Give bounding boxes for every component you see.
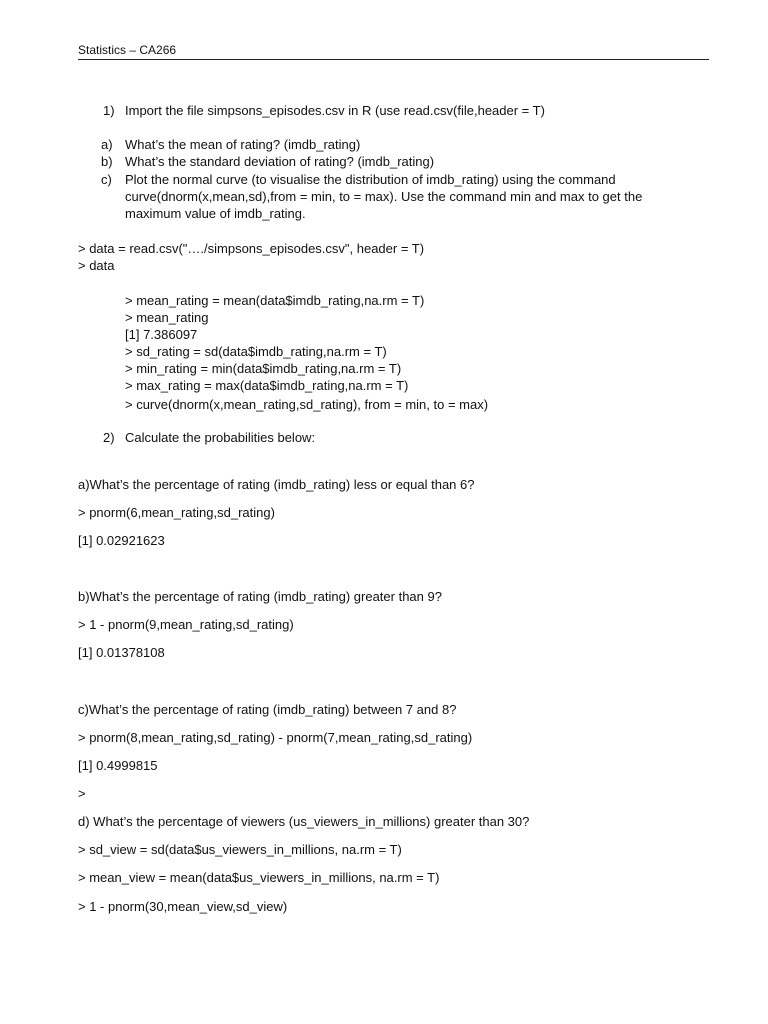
code-line: > mean_rating <box>125 310 209 325</box>
header-rule <box>78 59 709 60</box>
q1c-line2: curve(dnorm(x,mean,sd),from = min, to = max). Use the command min and max to get the <box>125 189 643 204</box>
code-line: > data = read.csv("…./simpsons_episodes.csv", header = T) <box>78 241 425 256</box>
q1c-line1: Plot the normal curve (to visualise the distribution of imdb_rating) using the command <box>125 172 616 187</box>
section-d-question: d) What’s the percentage of viewers (us_viewers_in_millions) greater than 30? <box>78 814 530 829</box>
q1-text: Import the file simpsons_episodes.csv in R (use read.csv(file,header = T) <box>125 103 545 118</box>
q1b-text: What’s the standard deviation of rating? (imdb_rating) <box>125 154 435 169</box>
q1c-line3: maximum value of imdb_rating. <box>125 206 306 221</box>
code-line: > max_rating = max(data$imdb_rating,na.rm = T) <box>125 378 409 393</box>
section-a-code: > pnorm(6,mean_rating,sd_rating) <box>78 505 275 520</box>
section-b-question: b)What’s the percentage of rating (imdb_rating) greater than 9? <box>78 589 442 604</box>
q2-text: Calculate the probabilities below: <box>125 430 316 445</box>
section-c-output: [1] 0.4999815 <box>78 758 158 773</box>
section-a-output: [1] 0.02921623 <box>78 533 165 548</box>
section-b-output: [1] 0.01378108 <box>78 645 165 660</box>
q1c-letter: c) <box>101 172 112 187</box>
code-line: > sd_rating = sd(data$imdb_rating,na.rm = T) <box>125 344 387 359</box>
section-c-question: c)What’s the percentage of rating (imdb_rating) between 7 and 8? <box>78 702 457 717</box>
code-line: > mean_rating = mean(data$imdb_rating,na.rm = T) <box>125 293 425 308</box>
q1a-text: What’s the mean of rating? (imdb_rating) <box>125 137 361 152</box>
code-line: > data <box>78 258 115 273</box>
section-c-code: > pnorm(8,mean_rating,sd_rating) - pnorm(7,mean_rating,sd_rating) <box>78 730 473 745</box>
code-output: [1] 7.386097 <box>125 327 198 342</box>
section-c-prompt: > <box>78 786 86 801</box>
section-d-code: > mean_view = mean(data$us_viewers_in_millions, na.rm = T) <box>78 870 440 885</box>
q1b-letter: b) <box>101 154 113 169</box>
code-line: > min_rating = min(data$imdb_rating,na.rm = T) <box>125 361 402 376</box>
section-d-code: > 1 - pnorm(30,mean_view,sd_view) <box>78 899 288 914</box>
section-b-code: > 1 - pnorm(9,mean_rating,sd_rating) <box>78 617 294 632</box>
header-title: Statistics – CA266 <box>78 43 177 57</box>
section-d-code: > sd_view = sd(data$us_viewers_in_millions, na.rm = T) <box>78 842 402 857</box>
q1-number: 1) <box>103 103 115 118</box>
code-line: > curve(dnorm(x,mean_rating,sd_rating), from = min, to = max) <box>125 397 489 412</box>
q1a-letter: a) <box>101 137 113 152</box>
q2-number: 2) <box>103 430 115 445</box>
section-a-question: a)What’s the percentage of rating (imdb_rating) less or equal than 6? <box>78 477 475 492</box>
